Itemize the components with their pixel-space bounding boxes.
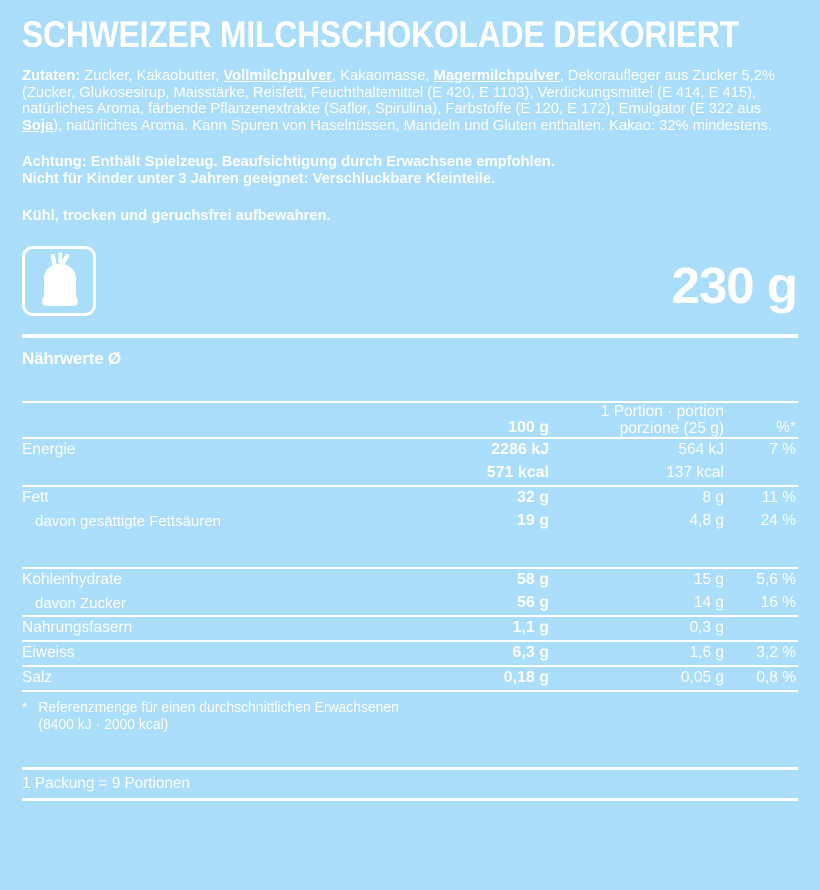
footnote-line-2: (8400 kJ · 2000 kcal): [38, 717, 169, 734]
row-percent: 3,2 %: [756, 644, 796, 662]
row-per-portion: 564 kJ: [678, 441, 724, 459]
row-per-portion: 0,05 g: [680, 669, 724, 687]
table-row: [22, 462, 798, 485]
footnote-text: [38, 700, 399, 734]
footnote-star: *: [22, 700, 28, 717]
nutrition-heading: Nährwerte Ø: [22, 349, 121, 369]
row-percent: 16 %: [760, 594, 796, 612]
row-name: Eiweiss: [22, 644, 75, 662]
page-title: SCHWEIZER MILCHSCHOKOLADE DEKORIERT: [22, 14, 740, 55]
row-per-portion: 137 kcal: [666, 464, 724, 482]
row-per-100g: 1,1 g: [512, 619, 549, 637]
footnote-block: [22, 700, 767, 734]
header-per-portion: [552, 403, 727, 437]
warning-line-1: Achtung: Enthält Spielzeug. Beaufsichtigung durch Erwachsene empfohlen.: [22, 153, 555, 171]
row-percent: 0,8 %: [756, 669, 796, 687]
row-name: Salz: [22, 669, 53, 687]
table-row: [22, 569, 798, 592]
table-row: [22, 439, 798, 462]
warning-block: [22, 153, 775, 187]
row-per-100g: 58 g: [516, 571, 549, 589]
table-row: [22, 667, 798, 690]
footnote-line-1: Referenzmenge für einen durchschnittlichen Erwachsenen: [38, 700, 399, 717]
row-per-portion: 4,8 g: [689, 512, 724, 530]
table-gap: [22, 533, 798, 567]
row-percent: 5,6 %: [756, 571, 796, 589]
row-per-100g: 19 g: [516, 512, 549, 530]
ingredients-text-3: , Dekoraufleger aus Zucker 5,2% (Zucker, Glukosesirup, Maisstärke, Reisfett, Feuchthaltemittel (E 420, E 1103), Verdickungsmittel (E 414, E 415), natürliches Aroma, färbende Pflanzenextrakte (Saflor, Spirulina), Farbstoffe (E 120, E 172), Emulgator (E 322 aus: [22, 67, 776, 118]
row-per-portion: 15 g: [693, 571, 724, 589]
row-percent: [727, 617, 798, 640]
header-name: [22, 403, 362, 437]
row-percent: 24 %: [760, 512, 796, 530]
nutrition-table-wrap: [22, 401, 798, 692]
ingredients-text-4: ), natürliches Aroma. Kann Spuren von Haselnüssen, Mandeln und Gluten enthalten. Kakao: 32% mindestens.: [53, 116, 773, 134]
row-percent: [727, 462, 798, 485]
ingredients-label: Zutaten:: [22, 67, 81, 84]
row-per-100g: 2286 kJ: [491, 441, 549, 459]
header-per-portion-line-2: porzione (25 g): [619, 420, 724, 438]
portions-block: [22, 767, 798, 801]
row-per-100g: 56 g: [516, 594, 549, 612]
row-name: Energie: [22, 441, 76, 459]
ingredients-text-2: , Kakaomasse,: [332, 67, 434, 84]
storage-instruction: Kühl, trocken und geruchsfrei aufbewahren.: [22, 207, 331, 225]
table-row: [22, 510, 798, 533]
wrapped-candy-icon: [22, 246, 96, 316]
row-name: Kohlenhydrate: [22, 571, 122, 589]
row-per-100g: 6,3 g: [512, 644, 549, 662]
row-per-100g: 32 g: [516, 489, 549, 507]
row-name: Fett: [22, 489, 49, 507]
header-percent: %*: [776, 419, 796, 437]
table-row: [22, 592, 798, 615]
ingredients-text-1: Zucker, Kakaobutter,: [80, 67, 224, 84]
row-name: davon Zucker: [35, 595, 126, 613]
row-name: Nahrungsfasern: [22, 619, 133, 637]
portions-bottom-rule: [22, 798, 798, 801]
row-per-portion: 1,6 g: [689, 644, 724, 662]
row-per-portion: 8 g: [702, 489, 724, 507]
table-row: [22, 487, 798, 510]
icon-weight-row: [22, 245, 798, 317]
portions-text: 1 Packung = 9 Portionen: [22, 775, 190, 793]
row-per-100g: 571 kcal: [486, 464, 549, 482]
row-per-portion: 0,3 g: [689, 619, 724, 637]
table-row: [22, 617, 798, 640]
ingredients-block: [22, 68, 797, 134]
row-per-100g: 0,18 g: [503, 669, 549, 687]
allergen-magermilchpulver: Magermilchpulver: [433, 67, 560, 84]
nutrition-table: [22, 401, 798, 692]
table-row: [22, 642, 798, 665]
table-header-row: [22, 403, 798, 437]
nutrition-top-rule: [22, 334, 798, 338]
table-rule-bottom: [22, 690, 798, 692]
allergen-soja: Soja: [22, 116, 54, 134]
row-per-portion: 14 g: [693, 594, 724, 612]
net-weight: 230 g: [671, 256, 797, 314]
row-percent: 11 %: [761, 489, 796, 507]
warning-line-2: Nicht für Kinder unter 3 Jahren geeignet: Verschluckbare Kleinteile.: [22, 170, 496, 188]
row-name: [22, 462, 362, 485]
row-name: davon gesättigte Fettsäuren: [35, 513, 221, 531]
header-per-portion-line-1: 1 Portion · portion: [600, 403, 724, 421]
header-per-100g: 100 g: [508, 419, 549, 437]
row-percent: 7 %: [769, 441, 796, 459]
allergen-vollmilchpulver: Vollmilchpulver: [223, 67, 333, 84]
